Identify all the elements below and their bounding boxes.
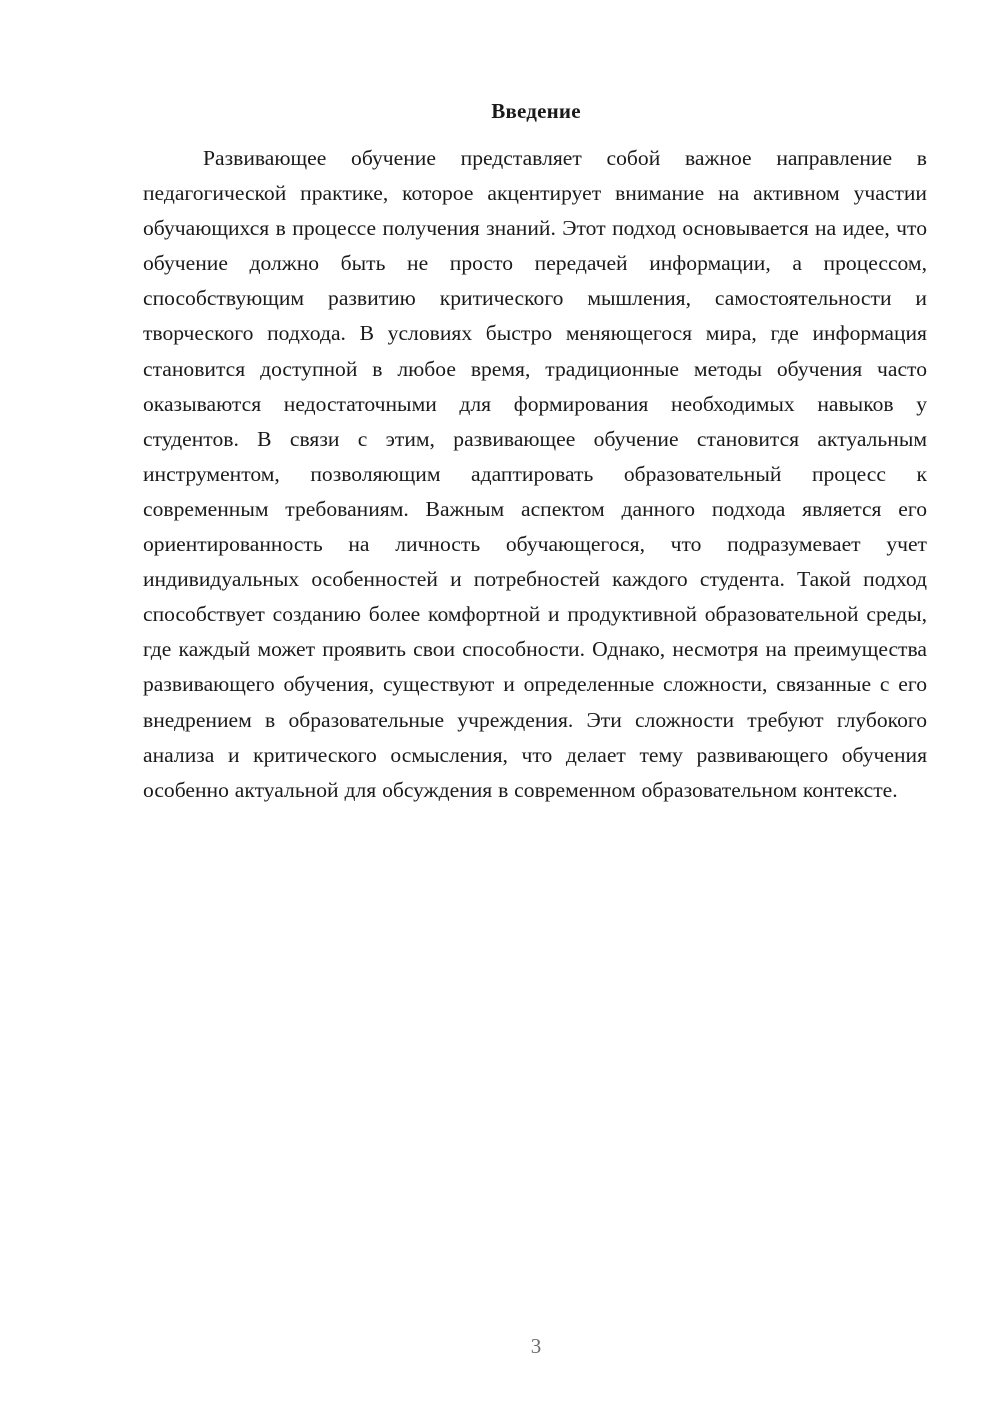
- body-paragraph: Развивающее обучение представляет собой важное направление в педагогической практике, которое акцентирует внимание на активном участии обучающихся в процессе получения знаний. Этот подход основывается на идее, что обучение должно быть не просто передачей информации, а процессом, способствующим развитию критического мышления, самостоятельности и творческого подхода. В условиях быстро меняющегося мира, где информация становится доступной в любое время, традиционные методы обучения часто оказываются недостаточными для формирования необходимых навыков у студентов. В связи с этим, развивающее обучение становится актуальным инструментом, позволяющим адаптировать образовательный процесс к современным требованиям. Важным аспектом данного подхода является его ориентированность на личность обучающегося, что подразумевает учет индивидуальных особенностей и потребностей каждого студента. Такой подход способствует созданию более комфортной и продуктивной образовательной среды, где каждый может проявить свои способности. Однако, несмотря на преимущества развивающего обучения, существуют и определенные сложности, связанные с его внедрением в образовательные учреждения. Эти сложности требуют глубокого анализа и критического осмысления, что делает тему развивающего обучения особенно актуальной для обсуждения в современном образовательном контексте.: [143, 146, 927, 802]
- section-heading: Введение: [491, 99, 581, 123]
- page-number: 3: [530, 1334, 542, 1358]
